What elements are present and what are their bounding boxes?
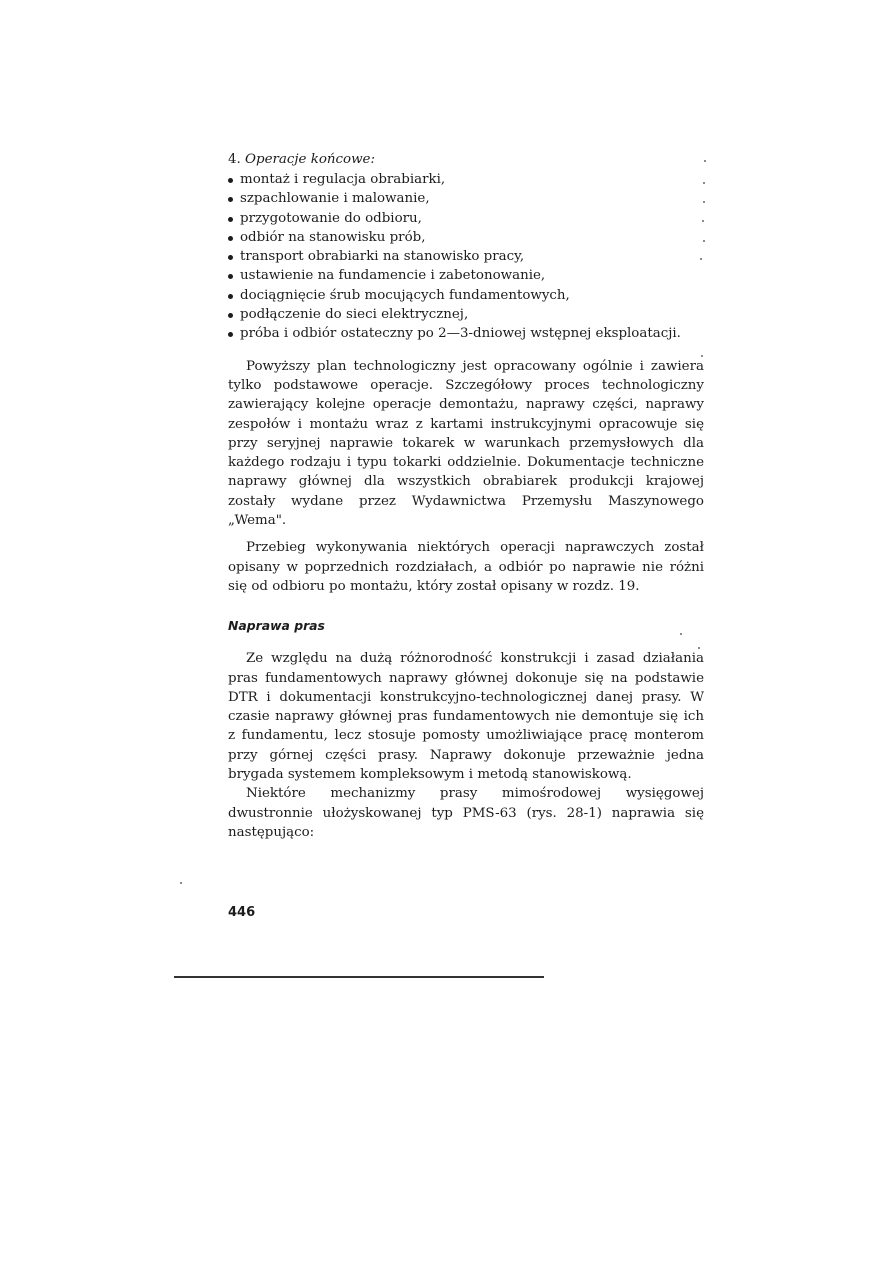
scan-speck	[700, 258, 702, 260]
scan-speck	[701, 355, 703, 357]
scan-speck	[180, 882, 182, 884]
scan-speck	[680, 633, 682, 635]
page-number: 446	[228, 905, 256, 920]
list-item: ustawienie na fundamencie i zabetonowanie,	[228, 266, 704, 285]
section-heading	[228, 150, 704, 170]
paragraph-technological-plan: Powyższy plan technologiczny jest opracowany ogólnie i zawiera tylko podstawowe operacje. Szczegółowy proces technologiczny zawierający kolejne operacje demontażu, naprawy części, naprawy zespołów i montażu wraz z kartami instrukcyjnymi opracowuje się przy seryjnej naprawie tokarek w warunkach przemysłowych dla każdego rodzaju i typu tokarki oddzielnie. Dokumentacje techniczne naprawy głównej dla wszystkich obrabiarek produkcji krajowej zostały wydane przez Wydawnictwa Przemysłu Maszynowego „Wema".	[228, 358, 704, 529]
scan-speck	[702, 220, 704, 222]
section-number: 4.	[228, 152, 241, 167]
paragraph-pms63: Niektóre mechanizmy prasy mimośrodowej wysięgowej dwustronnie ułożyskowanej typ PMS-63 (rys. 28-1) naprawia się następująco:	[228, 786, 704, 840]
list-item: szpachlowanie i malowanie,	[228, 189, 704, 208]
paragraph-press-repair: Ze względu na dużą różnorodność konstrukcji i zasad działania pras fundamentowych naprawy głównej dokonuje się na podstawie DTR i dokumentacji konstrukcyjno-technologicznej danej prasy. W czasie naprawy głównej pras fundamentowych nie demontuje się ich z fundamentu, lecz stosuje pomosty umożliwiające pracę monterom przy górnej części prasy. Naprawy dokonuje przeważnie jedna brygada systemem kompleksowym i metodą stanowiskową.	[228, 651, 704, 783]
list-item: dociągnięcie śrub mocujących fundamentowych,	[228, 286, 704, 305]
scan-speck	[704, 160, 706, 162]
list-item: transport obrabiarki na stanowisko pracy,	[228, 247, 704, 266]
paragraph-repair-operations: Przebieg wykonywania niektórych operacji naprawczych został opisany w poprzednich rozdziałach, a odbiór po naprawie nie różni się od odbioru po montażu, który został opisany w rozdz. 19.	[228, 540, 704, 594]
list-item: przygotowanie do odbioru,	[228, 209, 704, 228]
scan-speck	[698, 647, 700, 649]
operations-list	[228, 170, 704, 344]
scan-speck	[703, 201, 705, 203]
scan-speck	[703, 240, 705, 242]
scan-edge-line	[174, 976, 544, 978]
list-item: próba i odbiór ostateczny po 2—3-dniowej wstępnej eksploatacji.	[228, 324, 704, 343]
scan-speck	[703, 182, 705, 184]
list-item: odbiór na stanowisku prób,	[228, 228, 704, 247]
page-content	[228, 150, 704, 842]
subheading-press-repair: Naprawa pras	[228, 618, 325, 634]
section-title: Operacje końcowe:	[245, 152, 375, 167]
list-item: podłączenie do sieci elektrycznej,	[228, 305, 704, 324]
list-item: montaż i regulacja obrabiarki,	[228, 170, 704, 189]
